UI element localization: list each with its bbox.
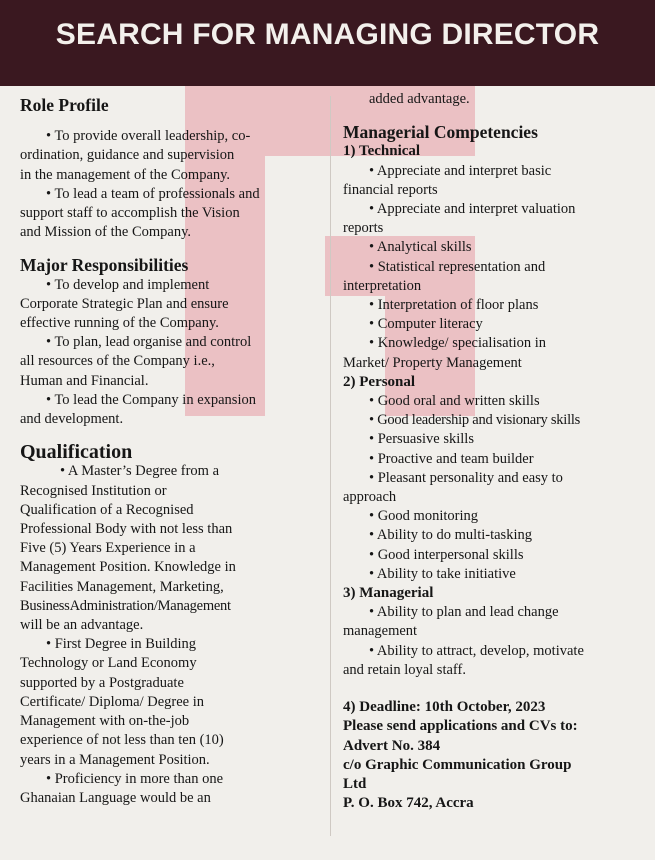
managerial-heading: 3) Managerial (343, 585, 434, 602)
care-of-line-1: c/o Graphic Communication Group (343, 756, 572, 773)
advert-number: Advert No. 384 (343, 737, 441, 754)
deadline: 4) Deadline: 10th October, 2023 (343, 699, 546, 716)
personal-item-9: • Ability to take initiative (369, 565, 516, 582)
managerial-competencies-heading: Managerial Competencies (343, 122, 538, 143)
send-instructions: Please send applications and CVs to: (343, 718, 578, 735)
personal-item-3: • Persuasive skills (369, 431, 474, 448)
right-column (343, 90, 648, 813)
role-profile-heading: Role Profile (20, 95, 109, 115)
page-title: SEARCH FOR MANAGING DIRECTOR (55, 18, 600, 51)
responsibility-item-1: • To develop and implement Corporate Strategic Plan and ensure effective running of the Company. (20, 276, 229, 332)
technical-item-2: • Appreciate and interpret valuation reports (343, 201, 576, 237)
technical-item-5: • Interpretation of floor plans (369, 297, 539, 314)
technical-item-4: • Statistical representation and interpretation (343, 258, 546, 294)
technical-item-7: • Knowledge/ specialisation in Market/ Property Management (343, 335, 547, 371)
personal-item-1: • Good oral and written skills (369, 393, 540, 410)
role-item-1: • To provide overall leadership, co- ordination, guidance and supervision in the management of the Company. (20, 128, 251, 183)
technical-heading: 1) Technical (343, 143, 421, 160)
qualification-heading: Qualification (20, 441, 133, 464)
qualification-item-3: • Proficiency in more than one Ghanaian Language would be an (20, 770, 224, 806)
left-column (20, 90, 325, 808)
personal-item-6: • Good monitoring (369, 508, 478, 525)
responsibility-item-3: • To lead the Company in expansion and development. (20, 391, 256, 428)
qualification-item-1: • A Master’s Degree from a Recognised Institution or Qualification of a Recognised Professional Body with not less than Five (5) Years Experience in a Management Position. Knowledge in Facilities Management, Marketing, BusinessAdministration/Management will be an advantage. (20, 463, 236, 634)
column-divider (330, 96, 331, 836)
personal-heading: 2) Personal (343, 373, 416, 390)
managerial-item-2: • Ability to attract, develop, motivate and retain loyal staff. (343, 642, 584, 678)
technical-item-1: • Appreciate and interpret basic financial reports (343, 162, 552, 198)
managerial-item-1: • Ability to plan and lead change management (343, 604, 559, 640)
personal-item-7: • Ability to do multi-tasking (369, 527, 532, 544)
technical-item-6: • Computer literacy (369, 316, 483, 333)
responsibility-item-2: • To plan, lead organise and control all resources of the Company i.e., Human and Financial. (20, 334, 252, 389)
title-banner (0, 0, 655, 89)
qualification-continued: added advantage. (369, 91, 470, 107)
postal-address: P. O. Box 742, Accra (343, 795, 474, 812)
care-of-line-2: Ltd (343, 775, 367, 792)
personal-item-2: • Good leadership and visionary skills (369, 412, 581, 429)
personal-item-8: • Good interpersonal skills (369, 546, 524, 563)
personal-item-4: • Proactive and team builder (369, 450, 534, 467)
qualification-item-2: • First Degree in Building Technology or Land Economy supported by a Postgraduate Certificate/ Diploma/ Degree in Management with on-the-job experience of not less than ten (10) years in a Management Position. (20, 636, 224, 768)
technical-item-3: • Analytical skills (369, 239, 472, 256)
role-item-2: • To lead a team of professionals and support staff to accomplish the Vision and Mission of the Company. (20, 185, 260, 241)
personal-item-5: • Pleasant personality and easy to approach (343, 469, 563, 506)
major-responsibilities-heading: Major Responsibilities (20, 255, 189, 276)
